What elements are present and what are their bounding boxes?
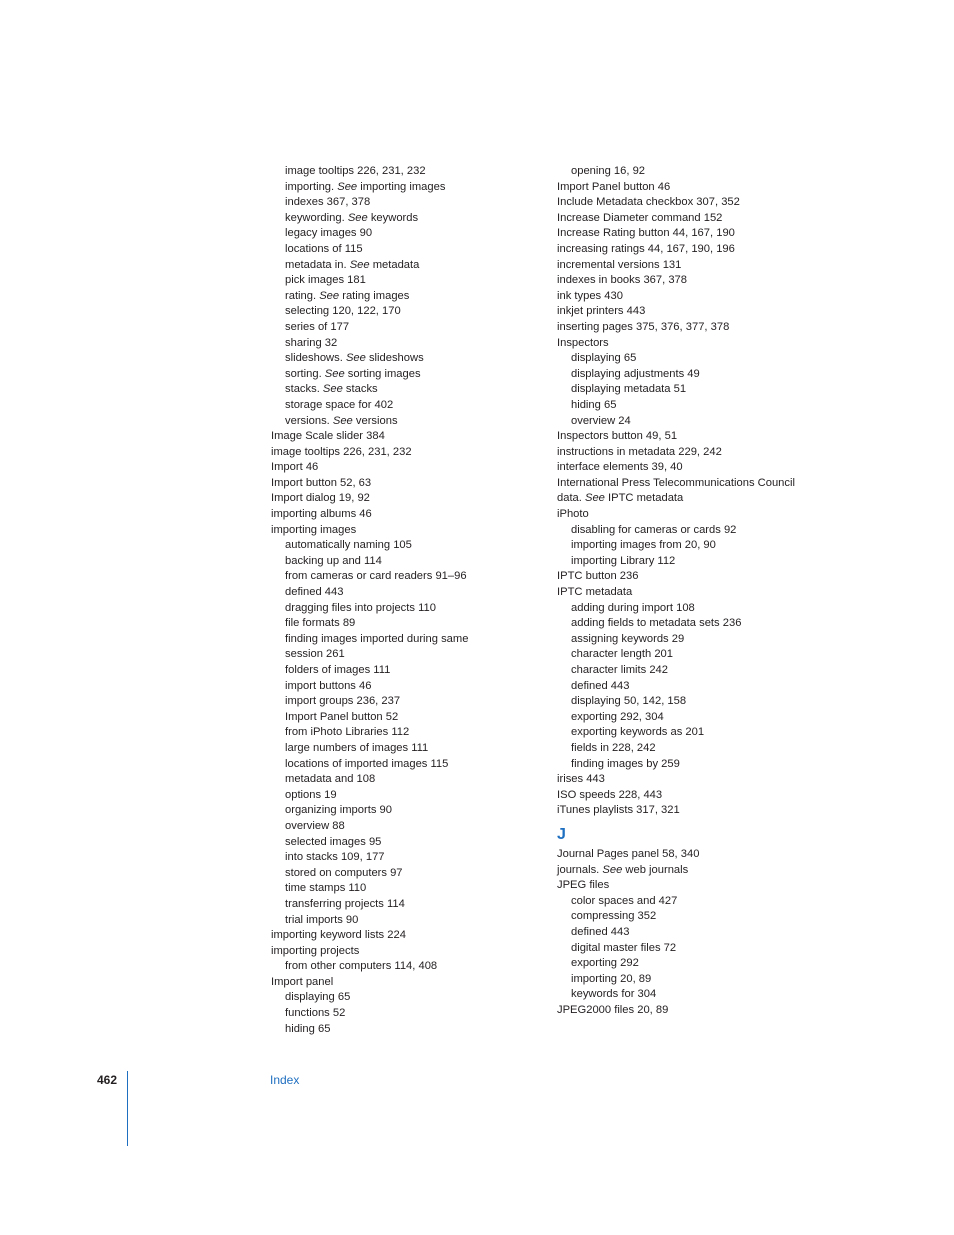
index-subentry: defined 443 xyxy=(571,679,630,692)
index-entry: IPTC button 236 xyxy=(557,570,639,583)
index-subentry: storage space for 402 xyxy=(285,398,394,411)
index-entry: Import dialog 19, 92 xyxy=(271,492,370,505)
index-entry: Import button 52, 63 xyxy=(271,476,372,489)
index-subentry: stacks. See stacks xyxy=(285,383,378,396)
index-subentry: selecting 120, 122, 170 xyxy=(285,305,401,318)
index-subentry: transferring projects 114 xyxy=(285,897,405,910)
index-entry: Increase Rating button 44, 167, 190 xyxy=(557,227,735,240)
index-subentry: defined 443 xyxy=(285,586,344,599)
index-subentry: opening 16, 92 xyxy=(571,165,646,177)
index-subentry: disabling for cameras or cards 92 xyxy=(571,523,737,536)
index-subentry: automatically naming 105 xyxy=(285,539,412,552)
index-subentry: character limits 242 xyxy=(571,664,668,676)
index-subentry: slideshows. See slideshows xyxy=(285,352,424,365)
index-subentry: sharing 32 xyxy=(285,336,338,349)
index-entry: incremental versions 131 xyxy=(557,258,682,271)
index-subentry: importing Library 112 xyxy=(571,554,676,567)
index-entry: Increase Diameter command 152 xyxy=(557,211,723,224)
index-subentry: legacy images 90 xyxy=(285,227,373,240)
index-subentry: keywording. See keywords xyxy=(285,211,419,224)
index-subentry: color spaces and 427 xyxy=(571,894,678,907)
index-entry: International Press Telecommunications Council xyxy=(557,476,795,489)
index-subentry: Import Panel button 52 xyxy=(285,710,399,723)
index-subentry: dragging files into projects 110 xyxy=(285,601,436,614)
index-letter-heading: J xyxy=(557,825,566,843)
index-subentry: adding during import 108 xyxy=(571,601,695,614)
index-subentry: displaying metadata 51 xyxy=(571,383,687,396)
index-entry: Image Scale slider 384 xyxy=(271,430,385,443)
index-subentry: large numbers of images 111 xyxy=(285,741,429,754)
index-subentry: hiding 65 xyxy=(285,1022,331,1035)
index-subentry: metadata in. See metadata xyxy=(285,258,420,271)
index-entry: Include Metadata checkbox 307, 352 xyxy=(557,196,740,209)
index-subentry: locations of 115 xyxy=(285,242,363,255)
index-subentry: exporting 292, 304 xyxy=(571,710,664,723)
index-subentry: displaying adjustments 49 xyxy=(571,367,700,380)
index-entry: inkjet printers 443 xyxy=(557,305,646,318)
index-subentry: selected images 95 xyxy=(285,835,382,848)
index-subentry: displaying 65 xyxy=(571,352,637,365)
index-entry: data. See IPTC metadata xyxy=(557,492,684,505)
index-subentry: exporting 292 xyxy=(571,957,639,970)
index-entry: JPEG2000 files 20, 89 xyxy=(557,1003,669,1016)
index-subentry: adding fields to metadata sets 236 xyxy=(571,617,742,630)
index-subentry: fields in 228, 242 xyxy=(571,741,656,754)
index-subentry: file formats 89 xyxy=(285,617,356,630)
page-number: 462 xyxy=(97,1073,118,1087)
index-subentry: importing 20, 89 xyxy=(571,972,652,985)
index-entry: importing projects xyxy=(271,944,360,957)
index-entry: iPhoto xyxy=(557,508,589,521)
index-subentry: session 261 xyxy=(285,648,345,661)
index-entry: Import Panel button 46 xyxy=(557,180,671,193)
index-subentry: keywords for 304 xyxy=(571,988,657,1001)
index-subentry: from cameras or card readers 91–96 xyxy=(285,570,467,583)
index-subentry: versions. See versions xyxy=(285,414,398,427)
index-subentry: import buttons 46 xyxy=(285,679,372,692)
index-entry: inserting pages 375, 376, 377, 378 xyxy=(557,320,730,333)
index-subentry: backing up and 114 xyxy=(285,554,382,567)
index-entry: Journal Pages panel 58, 340 xyxy=(557,847,700,860)
index-subentry: import groups 236, 237 xyxy=(285,695,401,708)
footer-section-label: Index xyxy=(270,1073,300,1087)
index-entry: iTunes playlists 317, 321 xyxy=(557,804,680,817)
index-subentry: compressing 352 xyxy=(571,910,657,923)
index-column-left xyxy=(271,164,541,1037)
index-entry: importing images xyxy=(271,523,357,536)
index-subentry: into stacks 109, 177 xyxy=(285,851,385,864)
index-subentry: series of 177 xyxy=(285,320,350,333)
index-subentry: digital master files 72 xyxy=(571,941,677,954)
index-entry: ISO speeds 228, 443 xyxy=(557,788,663,801)
index-subentry: pick images 181 xyxy=(285,274,366,287)
index-subentry: assigning keywords 29 xyxy=(571,632,685,645)
index-entry: Import 46 xyxy=(271,461,319,474)
index-subentry: folders of images 111 xyxy=(285,664,391,676)
index-entry: image tooltips 226, 231, 232 xyxy=(271,445,412,458)
index-entry: IPTC metadata xyxy=(557,586,633,599)
index-subentry: importing. See importing images xyxy=(285,180,446,193)
index-subentry: functions 52 xyxy=(285,1007,346,1020)
index-subentry: rating. See rating images xyxy=(285,289,410,302)
index-subentry: from iPhoto Libraries 112 xyxy=(285,726,410,739)
index-subentry: locations of imported images 115 xyxy=(285,757,449,770)
index-subentry: from other computers 114, 408 xyxy=(285,960,438,973)
index-subentry: finding images imported during same xyxy=(285,632,469,645)
index-subentry: hiding 65 xyxy=(571,398,617,411)
index-entry: Import panel xyxy=(271,975,334,988)
index-subentry: sorting. See sorting images xyxy=(285,367,421,380)
footer-divider xyxy=(127,1071,128,1146)
index-entry: JPEG files xyxy=(557,879,610,892)
index-subentry: finding images by 259 xyxy=(571,757,680,770)
index-subentry: character length 201 xyxy=(571,648,673,661)
index-subentry: trial imports 90 xyxy=(285,913,359,926)
index-entry: ink types 430 xyxy=(557,289,623,302)
index-subentry: overview 88 xyxy=(285,819,345,832)
index-entry: journals. See web journals xyxy=(557,863,689,876)
index-subentry: options 19 xyxy=(285,788,337,801)
index-entry: Inspectors button 49, 51 xyxy=(557,430,678,443)
index-entry: irises 443 xyxy=(557,773,605,786)
index-subentry: overview 24 xyxy=(571,414,631,427)
index-subentry: indexes 367, 378 xyxy=(285,196,371,209)
index-subentry: time stamps 110 xyxy=(285,882,367,895)
index-subentry: displaying 65 xyxy=(285,991,351,1004)
index-subentry: defined 443 xyxy=(571,925,630,938)
index-subentry: metadata and 108 xyxy=(285,773,376,786)
index-entry: Inspectors xyxy=(557,336,609,349)
index-subentry: importing images from 20, 90 xyxy=(571,539,716,552)
index-subentry: displaying 50, 142, 158 xyxy=(571,695,687,708)
index-subentry: stored on computers 97 xyxy=(285,866,403,879)
index-column-right xyxy=(557,164,817,1018)
index-entry: instructions in metadata 229, 242 xyxy=(557,445,722,458)
index-entry: importing albums 46 xyxy=(271,508,372,521)
index-subentry: image tooltips 226, 231, 232 xyxy=(285,165,426,177)
index-entry: indexes in books 367, 378 xyxy=(557,274,687,287)
index-entry: interface elements 39, 40 xyxy=(557,461,683,474)
index-subentry: organizing imports 90 xyxy=(285,804,392,817)
index-entry: increasing ratings 44, 167, 190, 196 xyxy=(557,242,735,255)
index-subentry: exporting keywords as 201 xyxy=(571,726,705,739)
index-entry: importing keyword lists 224 xyxy=(271,929,406,942)
